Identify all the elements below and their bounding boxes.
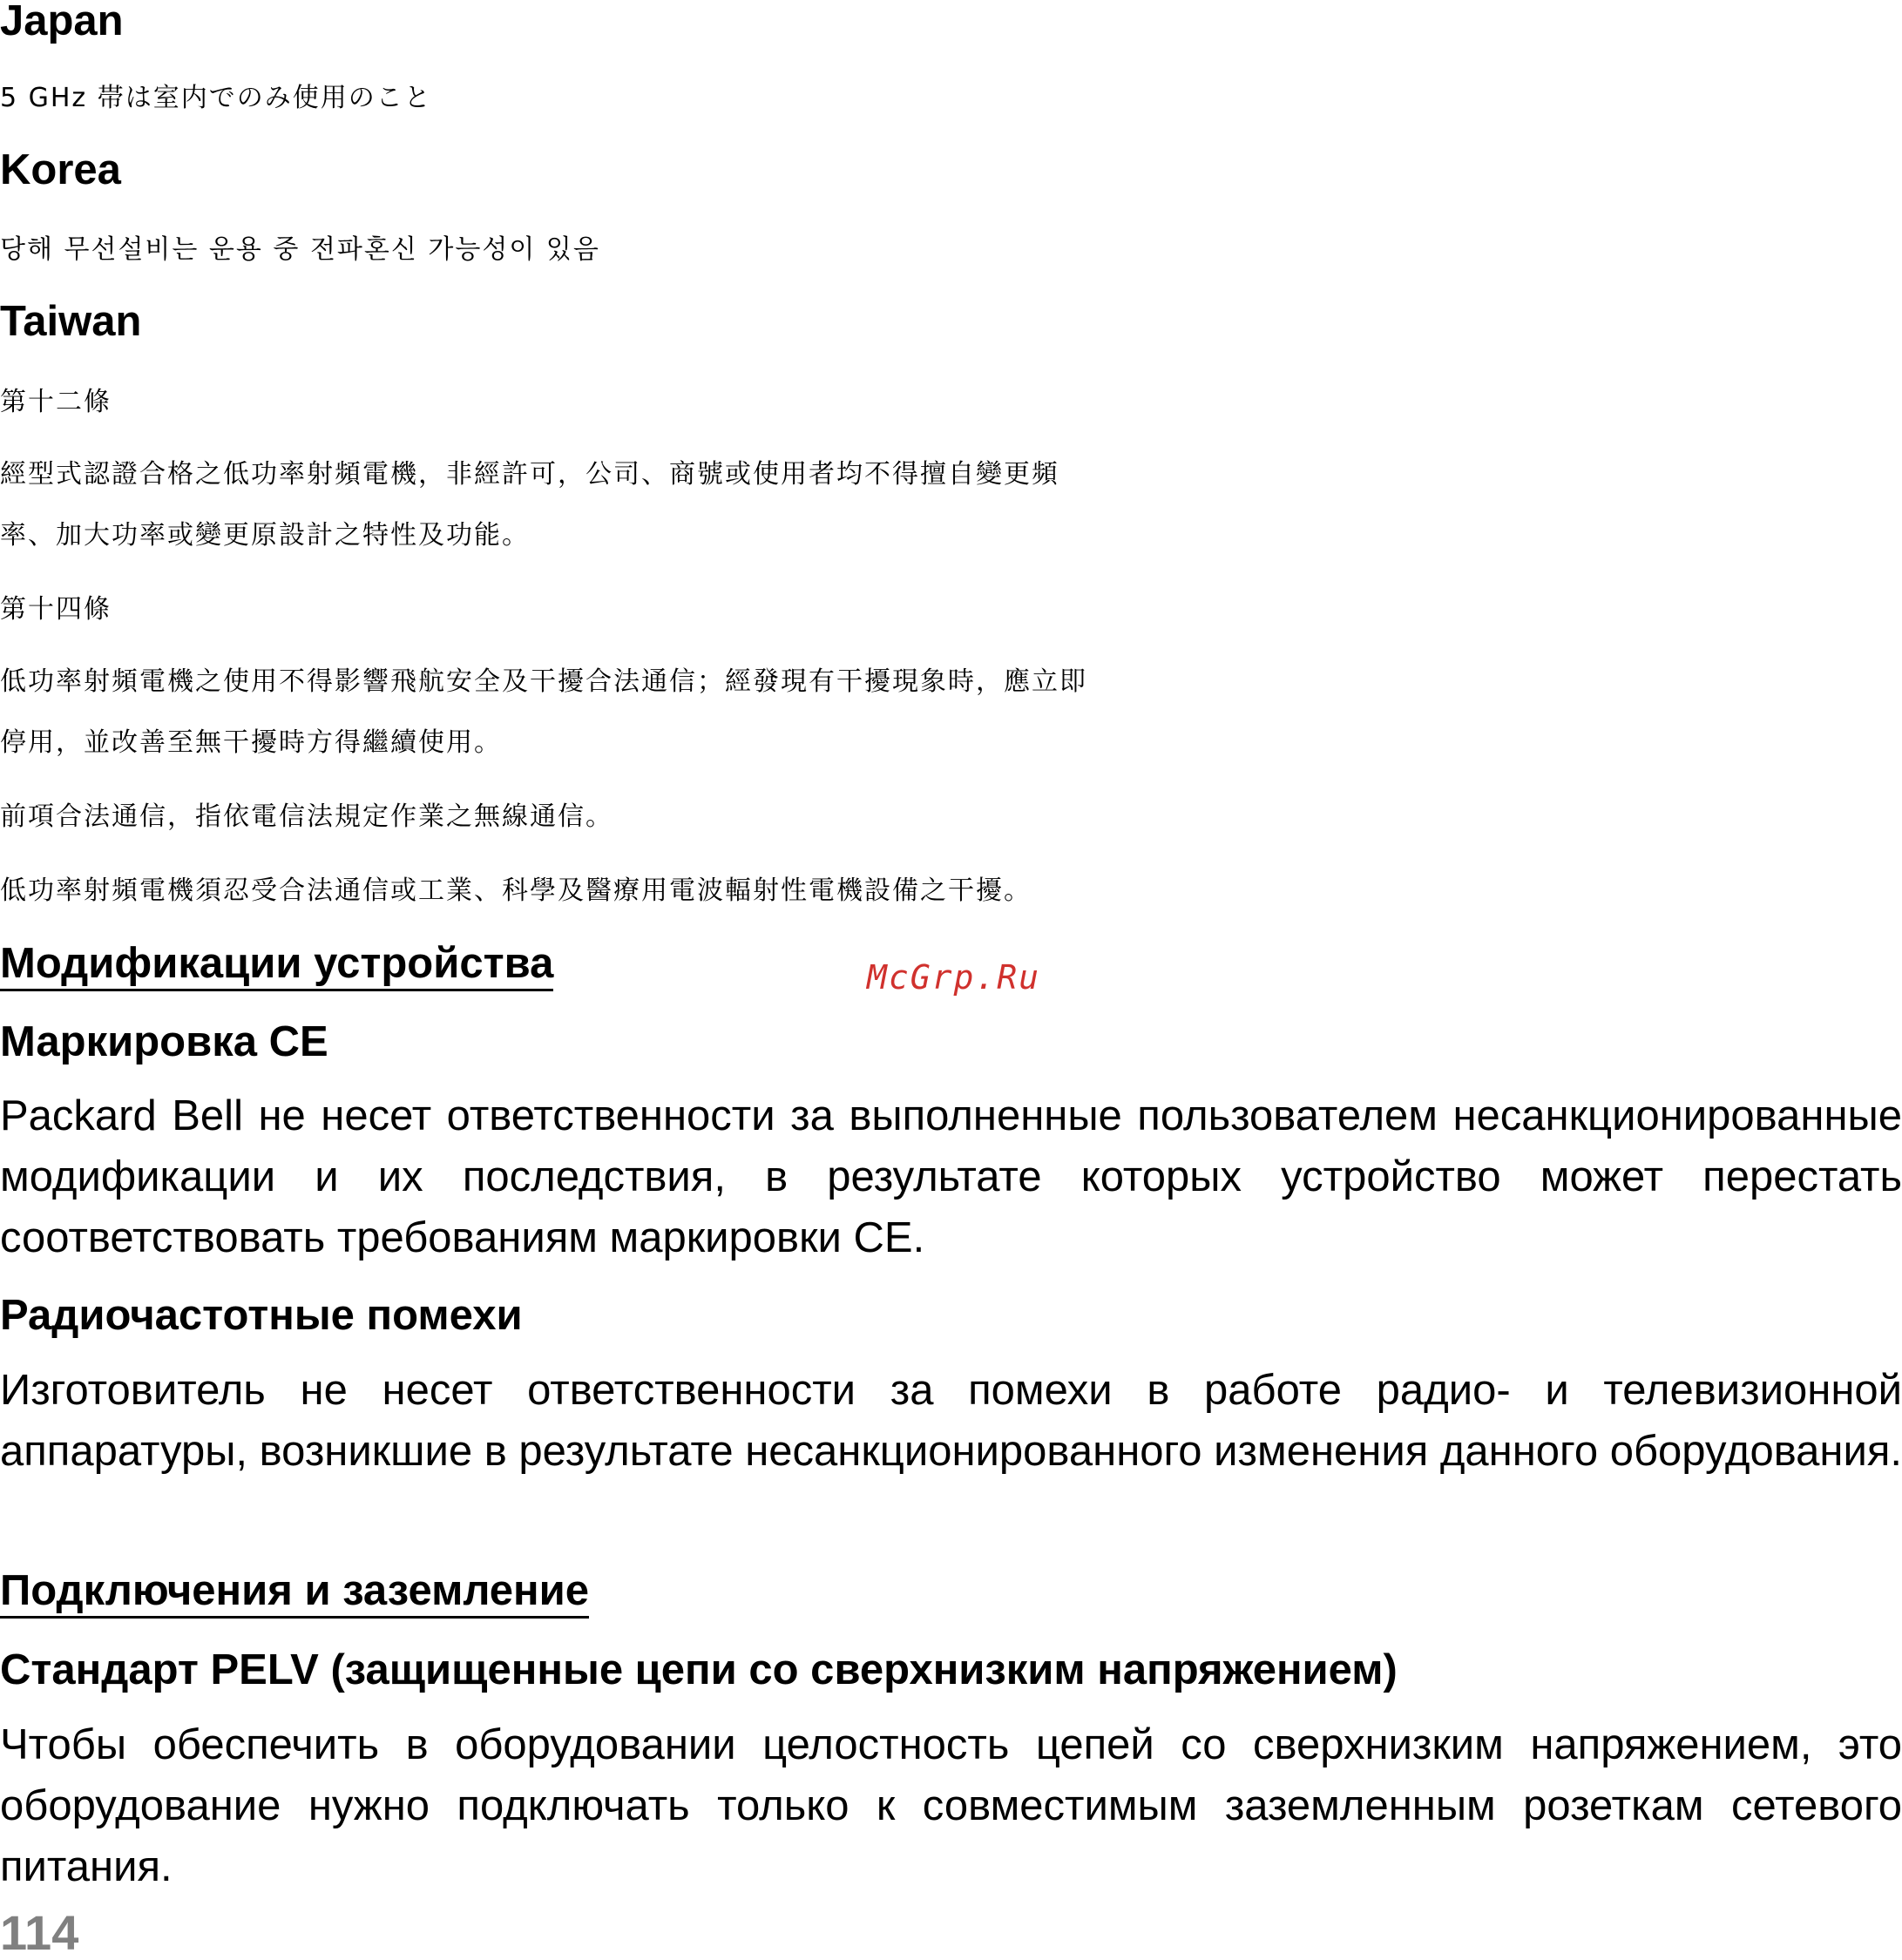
taiwan-article-14-line-2: 停用，並改善至無干擾時方得繼續使用。 xyxy=(0,727,502,758)
pelv-text: Чтобы обеспечить в оборудовании целостность цепей со сверхнизким напряжением, это оборудование нужно подключать только к совместимым заземленным розеткам сетевого питания. xyxy=(0,1721,1902,1890)
taiwan-paragraph-4: 低功率射頻電機須忍受合法通信或工業、科學及醫療用電波輻射性電機設備之干擾。 xyxy=(0,875,1032,906)
korea-text: 당해 무선설비는 운용 중 전파혼신 가능성이 있음 xyxy=(0,234,600,265)
taiwan-article-14-line-1: 低功率射頻電機之使用不得影響飛航安全及干擾合法通信；經發現有干擾現象時，應立即 xyxy=(0,666,1087,697)
taiwan-article-12-title: 第十二條 xyxy=(0,387,112,417)
rf-interference-heading: Радиочастотные помехи xyxy=(0,1292,523,1339)
connections-heading xyxy=(0,1565,1902,1617)
rf-interference-text: Изготовитель не несет ответственности за помехи в работе радио- и телевизионной аппаратуры, возникшие в результате несанкционированного изменения данного оборудования. xyxy=(0,1367,1902,1475)
connections-heading-text: Подключения и заземление xyxy=(0,1567,589,1619)
pelv-heading: Стандарт PELV (защищенные цепи со сверхнизким напряжением) xyxy=(0,1646,1398,1693)
taiwan-article-12-line-1: 經型式認證合格之低功率射頻電機，非經許可，公司、商號或使用者均不得擅自變更頻 xyxy=(0,459,1059,490)
ce-marking-text: Packard Bell не несет ответственности за выполненные пользователем несанкционированные модификации и их последствия, в результате которых устройство может перестать соответствовать требованиям маркировки CE. xyxy=(0,1092,1902,1261)
japan-text: 5 GHz 帯は室内でのみ使用のこと xyxy=(0,83,432,113)
ce-marking-heading: Маркировка CE xyxy=(0,1018,328,1065)
taiwan-paragraph-3: 前項合法通信，指依電信法規定作業之無線通信。 xyxy=(0,801,613,832)
page-number: 114 xyxy=(0,1905,79,1960)
taiwan-article-12-line-2: 率、加大功率或變更原設計之特性及功能。 xyxy=(0,520,530,551)
modifications-heading-text: Модификации устройства xyxy=(0,940,553,991)
taiwan-article-14-title: 第十四條 xyxy=(0,594,112,625)
japan-heading: Japan xyxy=(0,0,124,44)
watermark: McGrp.Ru xyxy=(867,958,1041,997)
korea-heading: Korea xyxy=(0,146,121,193)
taiwan-heading: Taiwan xyxy=(0,298,142,345)
